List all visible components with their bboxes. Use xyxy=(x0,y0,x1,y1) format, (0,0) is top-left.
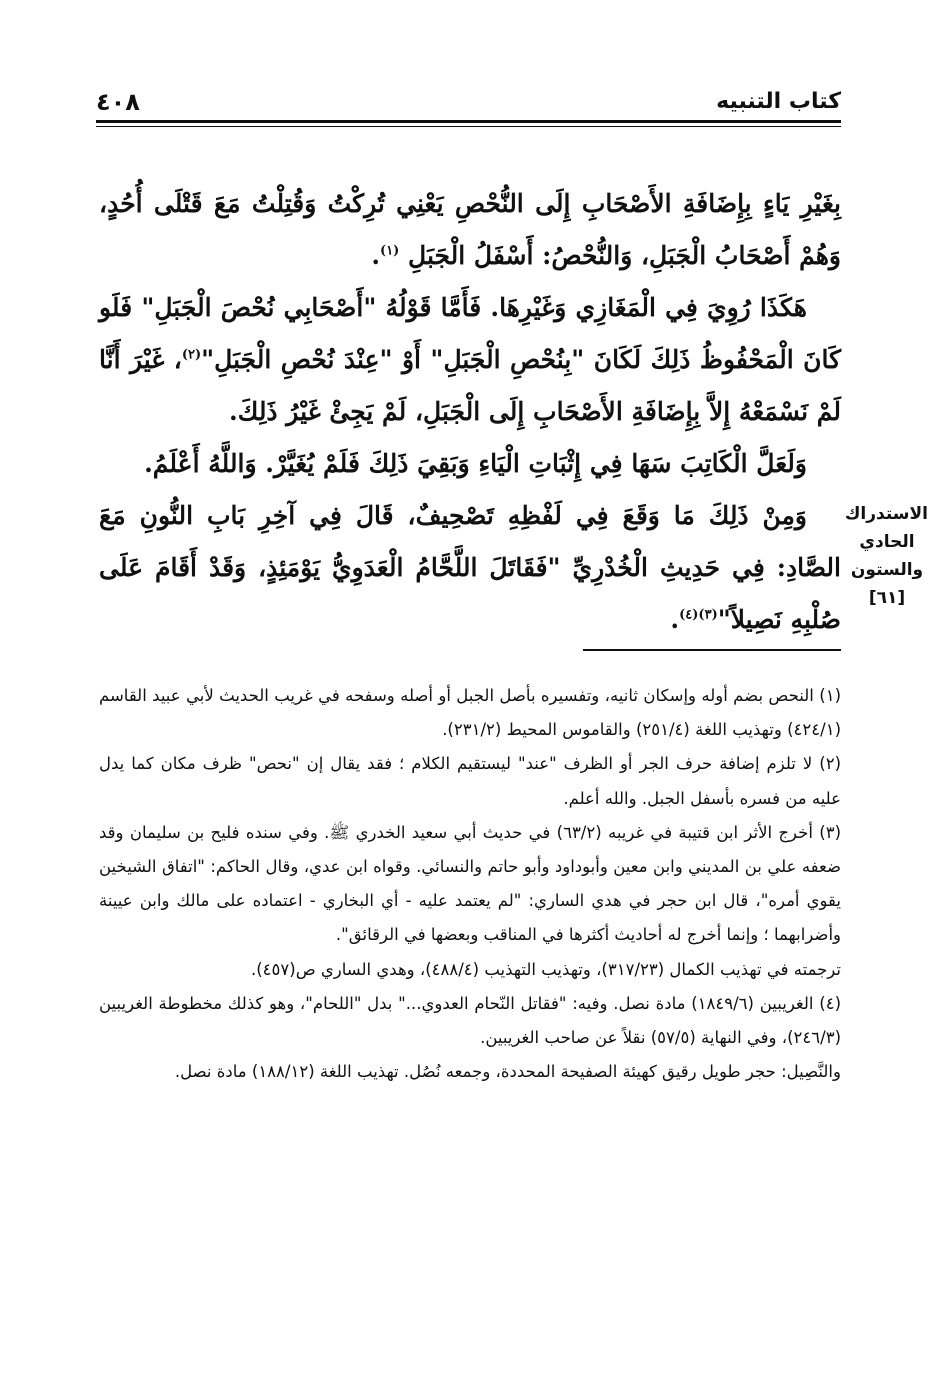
margin-note-number: [٦١] xyxy=(868,588,906,608)
footnote-3: (٣) أخرج الأثر ابن قتيبة في غريبه (٦٣/٢) في حديث أبي سعيد الخدري ﷺ. وفي سنده فليح بن سليمان وقد ضعفه علي بن المديني وابن معين وأبوداود وأبو حاتم والنسائي. وقواه ابن عدي، وقال الحاكم: "اتفاق الشيخين يقوي أمره"، قال ابن حجر في هدي الساري: "لم يعتمد عليه - أي البخاري - اعتماده على مالك وابن عيينة وأضرابهما ؛ وإنما أخرج له أحاديث أكثرها في المناقب وبعضها في الرقائق". xyxy=(99,822,841,945)
main-paragraph-2 xyxy=(99,282,841,438)
paragraph-end: . xyxy=(670,605,680,634)
paragraph-text: وَمِنْ ذَلِكَ مَا وَقَعَ فِي لَفْظِهِ تَصْحِيفٌ، قَالَ فِي آخِرِ بَابِ النُّونِ مَعَ الصَّادِ: فِي حَدِيثِ الْخُدْرِيِّ "فَقَاتَلَ اللَّحَّامُ الْعَدَوِيُّ يَوْمَئِذٍ، وَقَدْ أَقَامَ عَلَى صُلْبِهِ نَصِيلاً" xyxy=(99,501,841,634)
paragraph-end: . xyxy=(371,241,381,270)
paragraph-text: بِغَيْرِ يَاءٍ بِإِضَافَةِ الأَصْحَابِ إِلَى النُّحْصِ يَعْنِي تُرِكْتُ وَقُتِلْتُ مَعَ قَتْلَى أُحُدٍ، وَهُمْ أَصْحَابُ الْجَبَلِ، وَالنُّحْصُ: أَسْفَلُ الْجَبَلِ xyxy=(99,189,841,270)
main-text xyxy=(99,178,841,646)
footnote-reference: (١) xyxy=(380,243,400,259)
main-paragraph-4 xyxy=(99,490,841,646)
paragraph-text: هَكَذَا رُوِيَ فِي الْمَغَازِي وَغَيْرِهَا. فَأَمَّا قَوْلُهُ "أَصْحَابِي نُحْصَ الْجَبَلِ" فَلَو كَانَ الْمَحْفُوظُ ذَلِكَ لَكَانَ "بِنُحْصِ الْجَبَلِ" أَوْ "عِنْدَ نُحْصِ الْجَبَلِ" xyxy=(99,293,841,374)
footnote-1: (١) النحص بضم أوله وإسكان ثانيه، وتفسيره بأصل الجبل أو أصله وسفحه في غريب الحديث لأبي عبيد القاسم (٤٢٤/١) وتهذيب اللغة (٢٥١/٤) والقاموس المحيط (٢٣١/٢). xyxy=(99,686,841,740)
footnotes xyxy=(99,679,841,1089)
header-rule-thin xyxy=(96,126,841,127)
paragraph-text: وَلَعَلَّ الْكَاتِبَ سَهَا فِي إِثْبَاتِ الْيَاءِ وَبَقِيَ ذَلِكَ فَلَمْ يُغَيَّرْ. وَاللَّهُ أَعْلَمُ. xyxy=(144,449,807,478)
main-paragraph-1 xyxy=(99,178,841,282)
footnote-separator xyxy=(583,649,841,651)
paragraph-rest: ، غَيْرَ أَنَّا لَمْ نَسْمَعْهُ إِلاَّ بِإِضَافَةِ الأَصْحَابِ إِلَى الْجَبَلِ، لَمْ يَجِئْ غَيْرُ ذَلِكَ. xyxy=(99,345,841,426)
footnote-4-continued: والنَّصِيل: حجر طويل رقيق كهيئة الصفيحة المحددة، وجمعه نُصُل. تهذيب اللغة (١٨٨/١٢) مادة نصل. xyxy=(174,1062,841,1082)
page-number: ٤٠٨ xyxy=(96,88,140,116)
main-paragraph-3 xyxy=(99,438,841,490)
margin-note-line: الحادي xyxy=(859,532,915,552)
margin-note-line: والستون xyxy=(850,560,924,580)
footnote-2: (٢) لا تلزم إضافة حرف الجر أو الظرف "عند" ليستقيم الكلام ؛ فقد يقال إن "نحص" ظرف مكان كما يدل عليه من فسره بأسفل الجبل. والله أعلم. xyxy=(99,754,841,808)
footnote-reference: (٢) xyxy=(181,347,202,363)
footnote-3-continued: ترجمته في تهذيب الكمال (٣١٧/٢٣)، وتهذيب التهذيب (٤٨٨/٤)، وهدي الساري ص(٤٥٧). xyxy=(250,959,841,979)
book-title: كتاب التنبيه xyxy=(716,89,841,114)
page-header xyxy=(96,88,841,118)
footnote-reference: (٣)(٤) xyxy=(679,607,718,623)
margin-note-line: الاستدراك xyxy=(844,504,928,524)
margin-note xyxy=(846,500,928,612)
header-rule-thick xyxy=(96,120,841,123)
footnote-4: (٤) الغريبين (١٨٤٩/٦) مادة نصل. وفيه: "فقاتل النّحام العدوي..." بدل "اللحام"، وهو كذلك مخطوطة الغريبين (٢٤٦/٣)، وفي النهاية (٥٧/٥) نقلاً عن صاحب الغريبين. xyxy=(99,993,841,1048)
